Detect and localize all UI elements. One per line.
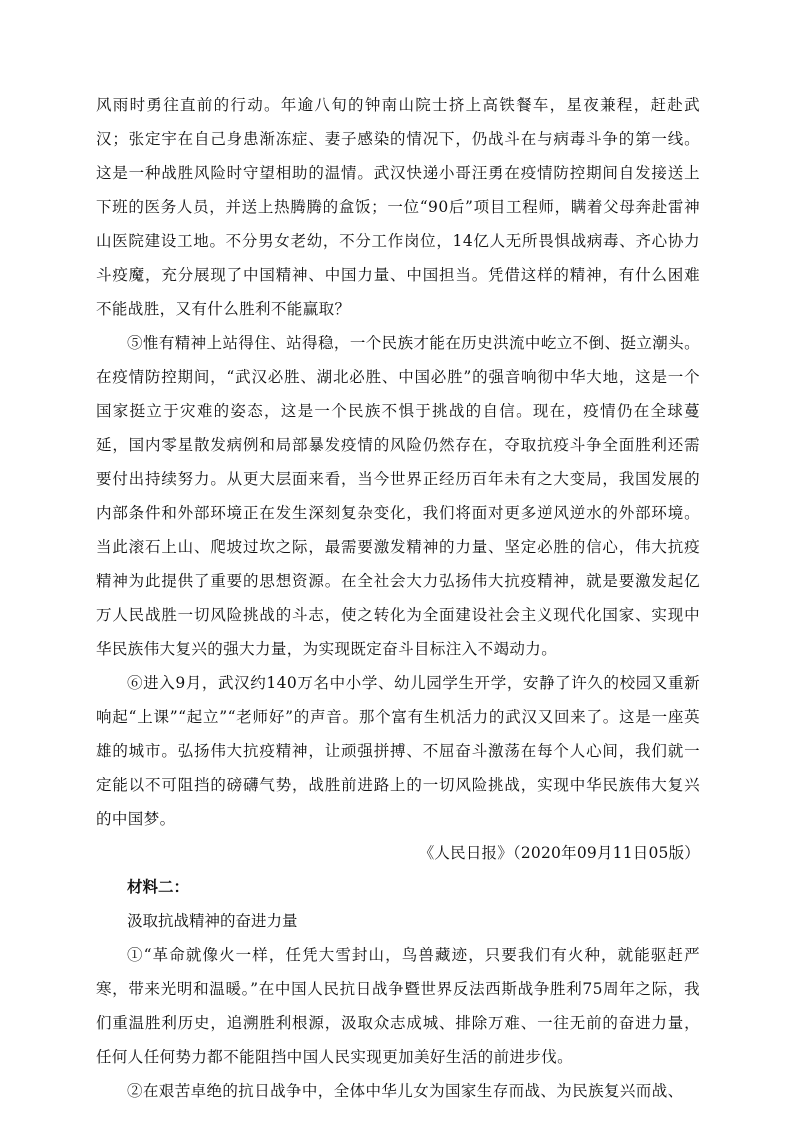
- document-page: [96, 88, 700, 1108]
- source-citation: 《人民日报》（2020年09月11日05版）: [418, 844, 700, 862]
- paragraph-intro: 风雨时勇往直前的行动。年逾八旬的钟南山院士挤上高铁餐车，星夜兼程，赶赴武汉；张定宇在自己身患渐冻症、妻子感染的情况下，仍战斗在与病毒斗争的第一线。这是一种战胜风险时守望相助的温情。武汉快递小哥汪勇在疫情防控期间自发接送上下班的医务人员，并送上热腾腾的盒饭；一位“90后”项目工程师，瞒着父母奔赴雷神山医院建设工地。不分男女老幼，不分工作岗位，14亿人无所畏惧战病毒、齐心协力斗疫魔，充分展现了中国精神、中国力量、中国担当。凭借这样的精神，有什么困难不能战胜，又有什么胜利不能赢取？: [96, 96, 700, 318]
- material-2-paragraph-2: ②在艰苦卓绝的抗日战争中，全体中华儿女为国家生存而战、为民族复兴而战、: [127, 1082, 684, 1100]
- material-2-heading: 材料二：: [127, 877, 190, 896]
- paragraph-6: ⑥进入9月，武汉约140万名中小学、幼儿园学生开学，安静了许久的校园又重新响起“上课”“起立”“老师好”的声音。那个富有生机活力的武汉又回来了。这是一座英雄的城市。弘扬伟大抗疫精神，让顽强拼搏、不屈奋斗激荡在每个人心间，我们就一定能以不可阻挡的磅礴气势，战胜前进路上的一切风险挑战，实现中华民族伟大复兴的中国梦。: [96, 674, 700, 828]
- material-2-paragraph-1: ①“革命就像火一样，任凭大雪封山，鸟兽藏迹，只要我们有火种，就能驱赶严寒，带来光明和温暖。”在中国人民抗日战争暨世界反法西斯战争胜利75周年之际，我们重温胜利历史，追溯胜利根源，汲取众志成城、排除万难、一往无前的奋进力量，任何人任何势力都不能阻挡中国人民实现更加美好生活的前进步伐。: [96, 946, 700, 1066]
- paragraph-5: ⑤惟有精神上站得住、站得稳，一个民族才能在历史洪流中屹立不倒、挺立潮头。在疫情防控期间，“武汉必胜、湖北必胜、中国必胜”的强音响彻中华大地，这是一个国家挺立于灾难的姿态，这是一个民族不惧于挑战的自信。现在，疫情仍在全球蔓延，国内零星散发病例和局部暴发疫情的风险仍然存在，夺取抗疫斗争全面胜利还需要付出持续努力。从更大层面来看，当今世界正经历百年未有之大变局，我国发展的内部条件和外部环境正在发生深刻复杂变化，我们将面对更多逆风逆水的外部环境。当此滚石上山、爬坡过坎之际，最需要激发精神的力量、坚定必胜的信心，伟大抗疫精神为此提供了重要的思想资源。在全社会大力弘扬伟大抗疫精神，就是要激发起亿万人民战胜一切风险挑战的斗志，使之转化为全面建设社会主义现代化国家、实现中华民族伟大复兴的强大力量，为实现既定奋斗目标注入不竭动力。: [96, 334, 700, 658]
- material-2-title: 汲取抗战精神的奋进力量: [127, 912, 298, 930]
